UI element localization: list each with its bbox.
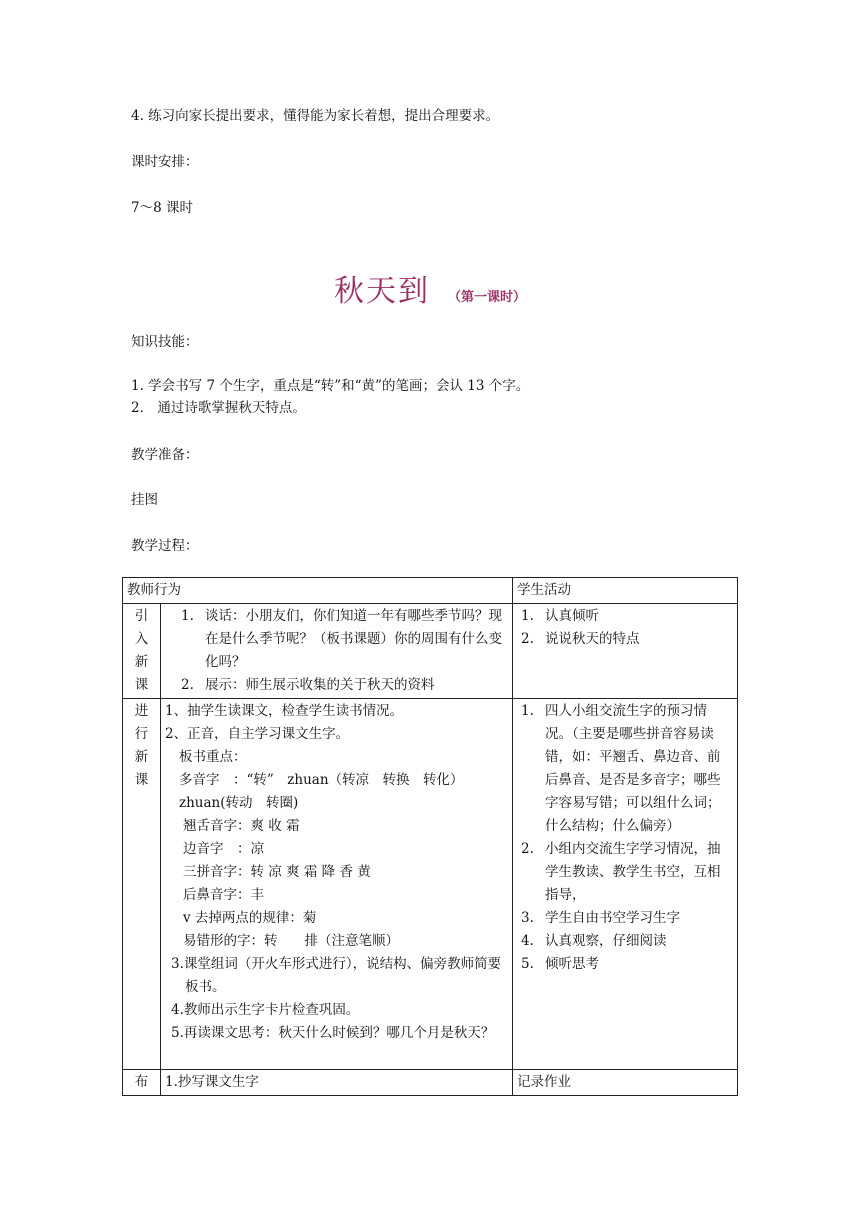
side-char: 引	[134, 608, 149, 624]
header-student: 学生活动	[513, 578, 738, 604]
teacher-line: v 去掉两点的规律：菊	[183, 910, 317, 926]
teacher-cell: 1.抄写课文生字	[161, 1070, 513, 1096]
table-header-row	[123, 578, 738, 604]
side-char: 布	[134, 1074, 149, 1090]
teacher-line: 多音字 ：“转” zhuan（转凉 转换 转化）	[179, 772, 464, 788]
list-item: 5. 倾听思考	[521, 956, 599, 972]
teacher-line: zhuan(转动 转圈)	[179, 795, 299, 811]
process-label: 教学过程：	[131, 538, 199, 554]
lesson-process-table	[122, 577, 738, 1096]
teacher-line: 边音字 ：凉	[183, 841, 264, 857]
teacher-line: 翘舌音字：爽 收 霜	[183, 818, 300, 834]
teacher-line: 板书重点：	[179, 749, 247, 765]
lesson-title-block	[0, 266, 860, 310]
list-item: 1. 谈话：小朋友们，你们知道一年有哪些季节吗？现在是什么季节呢？（板书课题）你的周围有什么变化吗？	[181, 608, 502, 670]
teacher-cell	[161, 604, 513, 699]
intro-line-4: 4. 练习向家长提出要求，懂得能为家长着想，提出合理要求。	[131, 108, 500, 124]
knowledge-label: 知识技能：	[131, 334, 199, 350]
student-cell	[513, 604, 738, 699]
table-row	[123, 1070, 738, 1096]
teacher-line: 5.再读课文思考：秋天什么时候到？哪几个月是秋天？	[171, 1025, 495, 1041]
teacher-line: 1、抽学生读课文，检查学生读书情况。	[165, 703, 404, 719]
teacher-cell	[161, 699, 513, 1070]
side-char: 进	[134, 703, 149, 719]
schedule-label: 课时安排：	[131, 154, 199, 170]
side-char: 行	[134, 726, 149, 742]
prep-value: 挂图	[131, 492, 158, 508]
lesson-title: 秋天到	[333, 274, 430, 309]
header-teacher: 教师行为	[123, 578, 513, 604]
table-row	[123, 604, 738, 699]
row-side-label	[123, 1070, 161, 1096]
table-row	[123, 699, 738, 1070]
lesson-subtitle: （第一课时）	[447, 290, 526, 305]
list-item: 4. 认真观察，仔细阅读	[521, 933, 667, 949]
side-char: 课	[134, 772, 149, 788]
prep-label: 教学准备：	[131, 447, 199, 463]
knowledge-item-1: 1. 学会书写 7 个生字，重点是“转”和“黄”的笔画；会认 13 个字。	[131, 378, 530, 394]
teacher-line: 三拼音字：转 凉 爽 霜 降 香 黄	[183, 864, 371, 880]
teacher-line: 3.课堂组词（开火车形式进行），说结构、偏旁教师简要板书。	[171, 956, 502, 995]
list-item: 1. 认真倾听	[521, 608, 599, 624]
teacher-line: 易错形的字：转 排（注意笔顺）	[183, 933, 399, 949]
side-char: 新	[134, 654, 149, 670]
teacher-line: 2、正音，自主学习课文生字。	[165, 726, 350, 742]
side-char: 入	[134, 631, 149, 647]
knowledge-item-2: 2． 通过诗歌掌握秋天特点。	[131, 400, 306, 416]
row-side-label	[123, 699, 161, 1070]
list-item: 2. 展示：师生展示收集的关于秋天的资料	[181, 677, 435, 693]
side-char: 新	[134, 749, 149, 765]
list-item: 1. 四人小组交流生字的预习情况。（主要是哪些拼音容易读错，如：平翘舌、鼻边音、前后鼻音、是否是多音字；哪些字容易写错；可以组什么词；什么结构；什么偏旁）	[521, 703, 721, 834]
teacher-line: 后鼻音字：丰	[183, 887, 264, 903]
schedule-value: 7～8 课时	[131, 200, 193, 216]
list-item: 3. 学生自由书空学习生字	[521, 910, 680, 926]
list-item: 2. 小组内交流生字学习情况，抽学生教读、教学生书空，互相指导，	[521, 841, 721, 903]
student-cell: 记录作业	[513, 1070, 738, 1096]
student-cell	[513, 699, 738, 1070]
row-side-label	[123, 604, 161, 699]
teacher-line: 4.教师出示生字卡片检查巩固。	[171, 1002, 360, 1018]
side-char: 课	[134, 677, 149, 693]
list-item: 2. 说说秋天的特点	[521, 631, 640, 647]
